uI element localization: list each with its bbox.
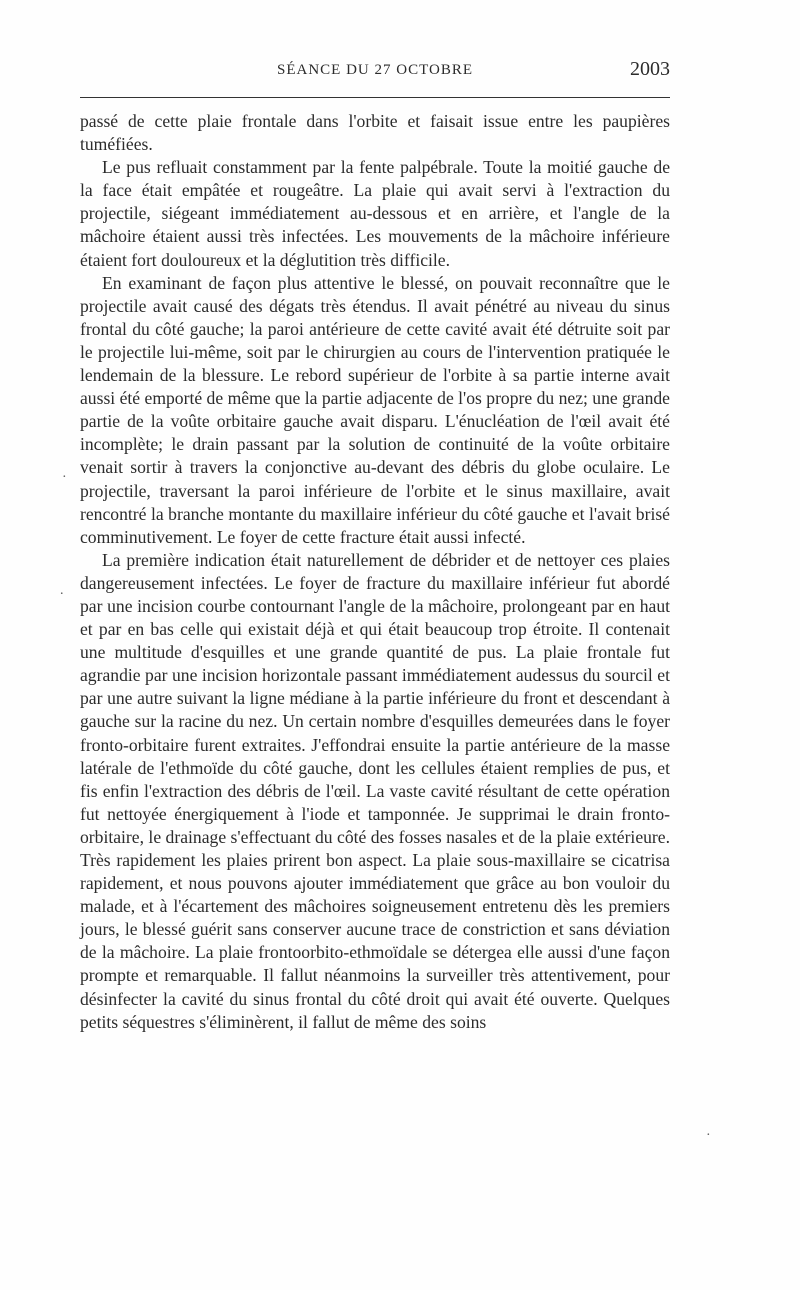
header-rule: [80, 97, 670, 98]
margin-dot: ·: [706, 1128, 711, 1143]
running-title: SÉANCE DU 27 OCTOBRE: [277, 62, 473, 78]
page-header: [80, 58, 670, 86]
body-text: [80, 110, 670, 1034]
paragraph: La première indication était naturellement de débrider et de nettoyer ces plaies dangereusement infectées. Le foyer de fracture du maxillaire inférieur fut abordé par une incision courbe contournant l'angle de la mâchoire, prolongeant par en haut et par en bas celle qui existait déjà et qui était beaucoup trop étroite. Il contenait une multitude d'esquilles et une grande quantité de pus. La plaie frontale fut agrandie par une incision horizontale passant immédiatement audessus du sourcil et par une autre suivant la ligne médiane à la partie inférieure du front et descendant à gauche sur la racine du nez. Un certain nombre d'esquilles demeurées dans le foyer fronto-orbitaire furent extraites. J'effondrai ensuite la partie antérieure de la masse latérale de l'ethmoïde du côté gauche, dont les cellules étaient remplies de pus, et fis enfin l'extraction des débris de l'œil. La vaste cavité résultant de cette opération fut nettoyée énergiquement à l'iode et tamponnée. Je supprimai le drain fronto-orbitaire, le drainage s'effectuant du côté des fosses nasales et de la plaie extérieure. Très rapidement les plaies prirent bon aspect. La plaie sous-maxillaire se cicatrisa rapidement, et nous pouvons ajouter immédiatement que grâce au bon vouloir du malade, et à l'écartement des mâchoires soigneusement entretenu dès les premiers jours, le blessé guérit sans conserver aucune trace de constriction et sans déviation de la mâchoire. La plaie frontoorbito-ethmoïdale se détergea elle aussi d'une façon prompte et remarquable. Il fallut néanmoins la surveiller très attentivement, pour désinfecter la cavité du sinus frontal du côté droit qui avait été ouverte. Quelques petits séquestres s'éliminèrent, il fallut de même des soins: [80, 549, 670, 1032]
paragraph: passé de cette plaie frontale dans l'orbite et faisait issue entre les paupières tuméfiées.: [80, 111, 670, 155]
margin-dot: .: [60, 583, 64, 598]
paragraph: Le pus refluait constamment par la fente palpébrale. Toute la moitié gauche de la face était empâtée et rougeâtre. La plaie qui avait servi à l'extraction du projectile, siégeant immédiatement au-dessous et en arrière, et l'angle de la mâchoire étaient aussi très infectées. Les mouvements de la mâchoire inférieure étaient fort douloureux et la déglutition très difficile.: [80, 157, 670, 270]
paragraph: En examinant de façon plus attentive le blessé, on pouvait reconnaître que le projectile avait causé des dégats très étendus. Il avait pénétré au niveau du sinus frontal du côté gauche; la paroi antérieure de cette cavité avait été détruite soit par le projectile lui-même, soit par le chirurgien au cours de l'intervention pratiquée le lendemain de la blessure. Le rebord supérieur de l'orbite à sa partie interne avait aussi été emporté de même que la partie adjacente de l'os propre du nez; une grande partie de la voûte orbitaire gauche avait disparu. L'énucléation de l'œil avait été incomplète; le drain passant par la solution de continuité de la voûte orbitaire venait sortir à travers la conjonctive au-devant des débris du globe oculaire. Le projectile, traversant la paroi inférieure de l'orbite et le sinus maxillaire, avait rencontré la branche montante du maxillaire inférieur du côté gauche et l'avait brisé comminutivement. Le foyer de cette fracture était aussi infecté.: [80, 272, 670, 547]
page-number: 2003: [630, 58, 670, 80]
margin-dot: ·: [62, 470, 67, 485]
